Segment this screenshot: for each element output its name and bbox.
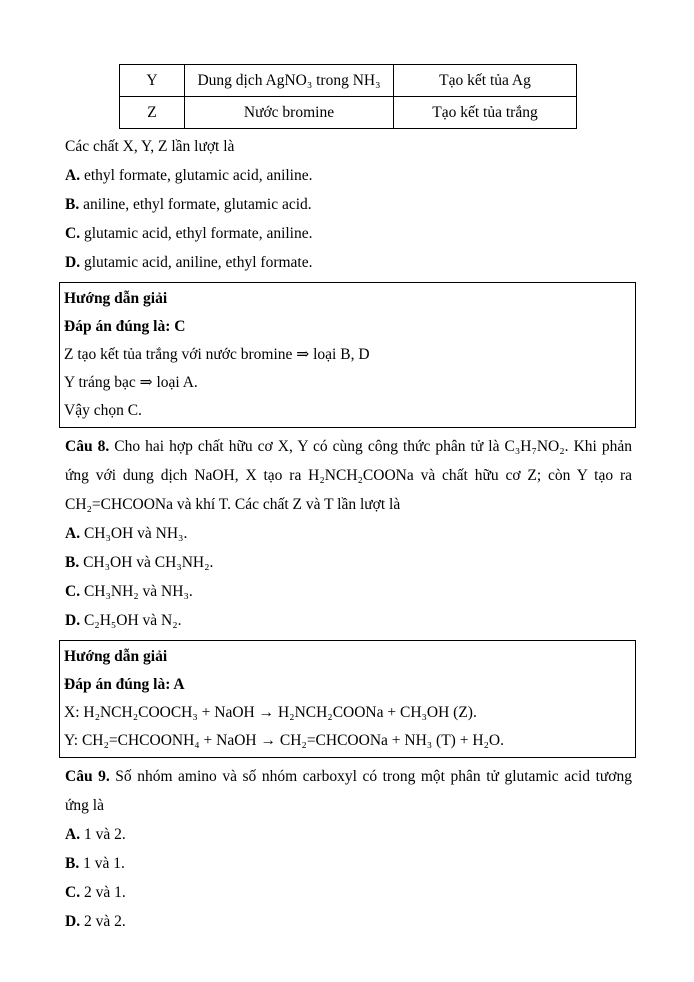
question7-option-d: [65, 248, 634, 277]
question9-option-b: [65, 849, 634, 878]
solution-line: Vậy chọn C.: [64, 402, 142, 419]
solution-line: X: H₂NCH₂COOCH₃ + NaOH → H₂NCH₂COONa + CH₃OH (Z).: [64, 704, 477, 721]
solution-answer: Đáp án đúng là: C: [64, 318, 186, 335]
table-cell-reagent: Nước bromine: [185, 97, 394, 129]
option-label: D.: [65, 612, 81, 629]
question-text: Cho hai hợp chất hữu cơ X, Y có cùng công thức phân tử là C₃H₇NO₂. Khi phản ứng với dung dịch NaOH, X tạo ra H₂NCH₂COONa và chất hữu cơ Z; còn Y tạo ra CH₂=CHCOONa và khí T. Các chất Z và T lần lượt là: [65, 438, 632, 513]
table-row: [120, 65, 577, 97]
option-text: glutamic acid, aniline, ethyl formate.: [83, 254, 313, 271]
option-label: D.: [65, 913, 81, 930]
question7-stem: Các chất X, Y, Z lần lượt là: [65, 138, 235, 155]
option-text: glutamic acid, ethyl formate, aniline.: [83, 225, 313, 242]
question9-stem: [65, 762, 632, 820]
option-label: D.: [65, 254, 81, 271]
option-text: CH₃NH₂ và NH₃.: [83, 583, 193, 600]
solution-line: Y tráng bạc ⇒ loại A.: [64, 374, 198, 391]
question8-option-a: [65, 519, 634, 548]
question8-solution-box: [59, 640, 636, 758]
solution-heading: Hướng dẫn giải: [64, 648, 168, 665]
solution-heading: Hướng dẫn giải: [64, 290, 168, 307]
option-label: A.: [65, 167, 81, 184]
option-text: 2 và 1.: [83, 884, 126, 901]
option-text: 1 và 2.: [83, 826, 126, 843]
reagent-table: [119, 64, 577, 129]
table-cell-reagent: Dung dịch AgNO₃ trong NH₃: [185, 65, 394, 97]
option-label: B.: [65, 196, 80, 213]
table-cell-result: Tạo kết tủa trắng: [394, 97, 577, 129]
option-label: B.: [65, 855, 80, 872]
option-text: 2 và 2.: [83, 913, 126, 930]
option-text: CH₃OH và NH₃.: [83, 525, 188, 542]
option-text: 1 và 1.: [83, 855, 125, 872]
question8-option-d: [65, 606, 634, 635]
question8-stem: [65, 432, 632, 519]
option-text: ethyl formate, glutamic acid, aniline.: [83, 167, 313, 184]
question9-option-a: [65, 820, 634, 849]
option-text: C₂H₅OH và N₂.: [83, 612, 182, 629]
option-label: C.: [65, 884, 81, 901]
table-cell-substance: Z: [120, 97, 185, 129]
option-text: aniline, ethyl formate, glutamic acid.: [83, 196, 312, 213]
question7-option-c: [65, 219, 634, 248]
option-label: A.: [65, 826, 81, 843]
question7-option-a: [65, 161, 634, 190]
table-cell-substance: Y: [120, 65, 185, 97]
question7-solution-box: [59, 282, 636, 428]
question9-option-c: [65, 878, 634, 907]
question-number: Câu 9.: [65, 768, 110, 785]
solution-answer: Đáp án đúng là: A: [64, 676, 185, 693]
option-label: C.: [65, 225, 81, 242]
table-cell-result: Tạo kết tủa Ag: [394, 65, 577, 97]
solution-line: Y: CH₂=CHCOONH₄ + NaOH → CH₂=CHCOONa + NH₃ (T) + H₂O.: [64, 732, 504, 749]
question7-option-b: [65, 190, 634, 219]
table-row: [120, 97, 577, 129]
option-label: B.: [65, 554, 80, 571]
solution-line: Z tạo kết tủa trắng với nước bromine ⇒ loại B, D: [64, 346, 370, 363]
question-number: Câu 8.: [65, 438, 110, 455]
option-text: CH₃OH và CH₃NH₂.: [83, 554, 214, 571]
question9-option-d: [65, 907, 634, 936]
option-label: C.: [65, 583, 81, 600]
option-label: A.: [65, 525, 81, 542]
question8-option-b: [65, 548, 634, 577]
question8-option-c: [65, 577, 634, 606]
question-text: Số nhóm amino và số nhóm carboxyl có trong một phân tử glutamic acid tương ứng là: [65, 768, 632, 814]
